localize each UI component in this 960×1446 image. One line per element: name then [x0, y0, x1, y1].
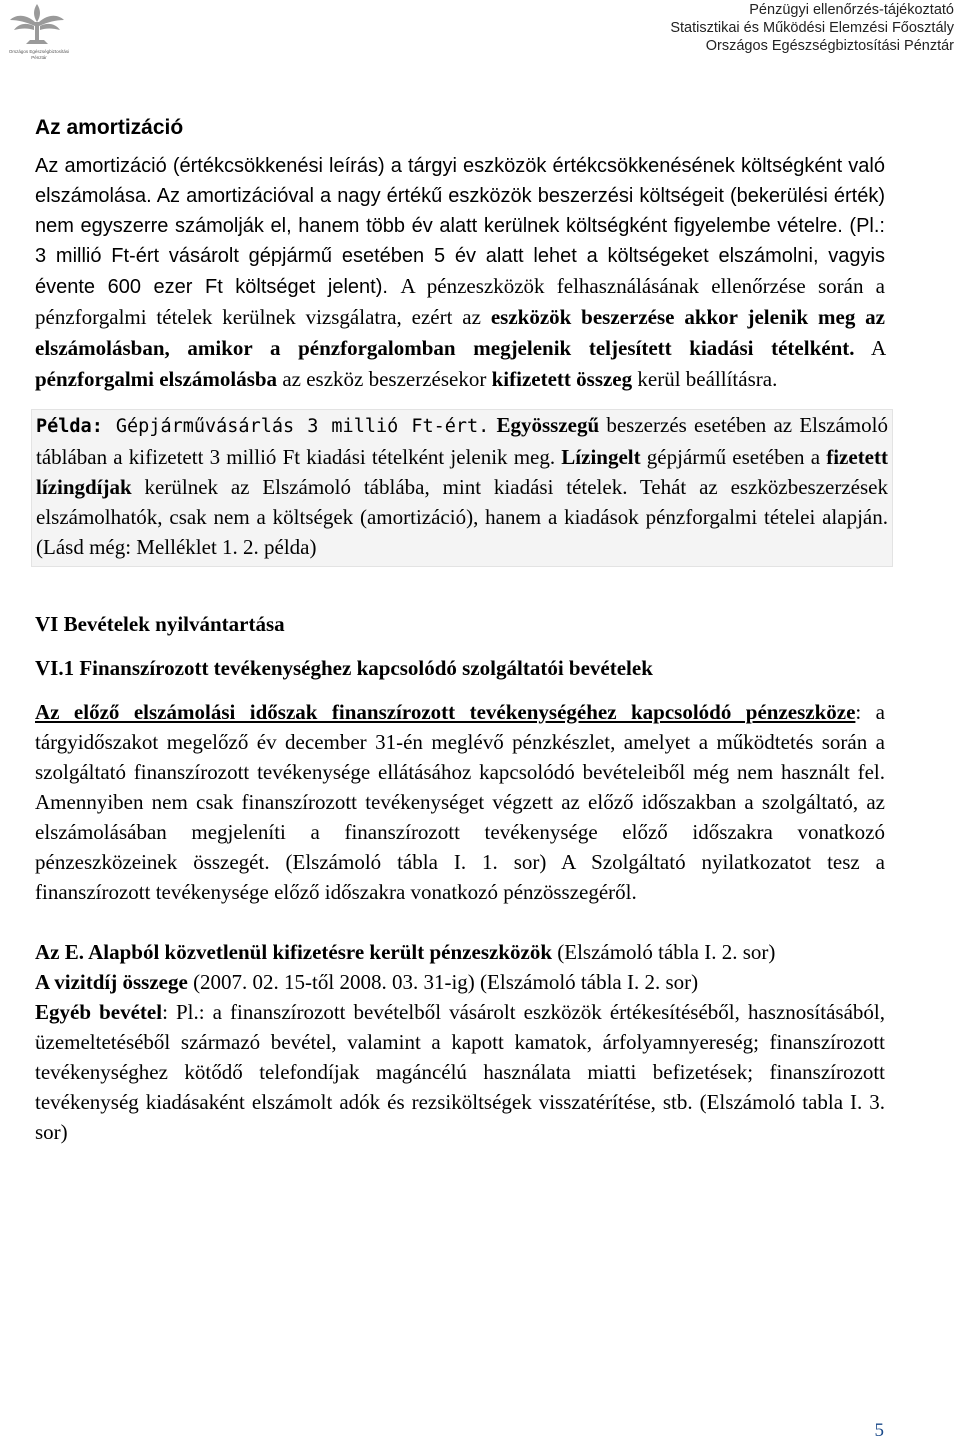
example-label: Példa: — [36, 416, 103, 437]
header-line-3: Országos Egészségbiztosítási Pénztár — [705, 38, 954, 54]
example-box — [31, 409, 893, 567]
example-paragraph — [36, 410, 888, 562]
text-p2-part2: A — [854, 336, 885, 360]
paragraph-egyeb-bevetel — [35, 997, 885, 1147]
text-previous-period-funds: : a tárgyidőszakot megelőző év december 31-én meglévő pénzkészlet, amelyet a működtetés során a szolgáltató finanszírozott tevékenysége ellátásához kapcsolódó bevételeiből még nem használt fel. Amennyiben nem csak finanszírozott tevékenységet végzett az előző időszakban a szolgáltató, az elszámolásában megjeleníti a finanszírozott tevékenysége előző időszakra vonatkozó pénzeszközeinek összegét. (Elszámoló tábla I. 1. sor) A Szolgáltató nyilatkozatot tesz a finanszírozott tevékenysége előző időszakra vonatkozó pénzösszegéről. — [35, 700, 885, 904]
text-p2-part4: kerül beállításra. — [632, 367, 778, 391]
section-title-amortizacio: Az amortizáció — [35, 116, 184, 139]
tree-emblem-icon — [2, 0, 72, 50]
example-bold-1: Egyösszegű — [489, 413, 600, 437]
example-text-1: beszerzés esetében az Elszámoló táblában a kifizetett 3 millió Ft kiadási tételként jelenik meg. — [36, 413, 888, 469]
subsection-title-vi-1: VI.1 Finanszírozott tevékenységhez kapcsolódó szolgáltatói bevételek — [35, 656, 653, 680]
text-p2-bold2: pénzforgalmi elszámolásba — [35, 367, 278, 391]
page-number: 5 — [874, 1420, 884, 1441]
example-text-2: gépjármű esetében a — [640, 445, 827, 469]
page-header — [670, 1, 954, 55]
text-p2-bold1: eszközök beszerzése akkor jelenik meg az elszámolásban, amikor a pénzforgalomban megjelenik teljesített kiadási tételként. — [35, 305, 885, 360]
text-previous-period-funds-heading: Az előző elszámolási időszak finanszírozott tevékenységéhez kapcsolódó pénzeszköze — [35, 700, 856, 724]
section-title-vi: VI Bevételek nyilvántartása — [35, 612, 285, 636]
example-bold-3: fizetett lízingdíjak — [36, 445, 888, 499]
text-egyeb-bevetel-bold: Egyéb bevétel — [35, 1000, 163, 1024]
text-p2-part3: az eszköz beszerzésekor — [277, 367, 492, 391]
text-vizitdij-bold: A vizitdíj összege — [35, 970, 188, 994]
text-e-alap-bold: Az E. Alapból közvetlenül kifizetésre került pénzeszközök — [35, 940, 552, 964]
example-text-3: kerülnek az Elszámoló táblába, mint kiadási tételek. Tehát az eszközbeszerzések elszámolhatók, csak nem a költségek (amortizáció), hanem a kiadások pénzforgalmi tételei alapján. (Lásd még: Melléklet 1. 2. példa) — [36, 475, 888, 559]
text-egyeb-bevetel-rest: : Pl.: a finanszírozott bevételből vásárolt eszközök értékesítéséből, hasznosításából, üzemeltetéséből származó bevétel, valamint a kapott kamatok, árfolyamnyereség; finanszírozott tevékenységhez kötődő telefondíjak magáncélú használata miatti befizetések; finanszírozott tevékenység kiadásaként elszámolt adók és rezsiköltségek visszatérítése, stb. (Elszámoló tabla I. 3. sor) — [35, 1000, 886, 1144]
example-bold-2: Lízingelt — [561, 445, 641, 469]
paragraph-previous-period-funds — [35, 697, 885, 907]
example-label-rest: Gépjárművásárlás 3 millió Ft-ért. — [102, 416, 490, 437]
document-body — [35, 113, 888, 1147]
paragraph-e-alap — [35, 937, 885, 967]
text-p2-part1: A pénzeszközök felhasználásának ellenőrzése során a pénzforgalmi tételek kerülnek vizsgálatra, ezért az — [35, 274, 886, 329]
oep-logo — [2, 0, 72, 68]
text-vizitdij-rest: (2007. 02. 15-től 2008. 03. 31-ig) (Elszámoló tábla I. 2. sor) — [187, 970, 699, 994]
text-p2-bold3: kifizetett összeg — [491, 367, 633, 391]
header-line-1: Pénzügyi ellenőrzés-tájékoztató — [749, 2, 954, 18]
text-e-alap-rest: (Elszámoló tábla I. 2. sor) — [552, 940, 776, 964]
paragraph-amortizacio-definition — [35, 151, 885, 395]
text-amortizacio-definition: Az amortizáció (értékcsökkenési leírás) a tárgyi eszközök értékcsökkenésének költségként való elszámolása. Az amortizációval a nagy értékű eszközök beszerzési költségeit (bekerülési érték) nem egyszerre számolják el, hanem több év alatt kerülnek költségként figyelembe vételre. (Pl.: 3 millió Ft-ért vásárolt gépjármű esetében 5 év alatt lehet a költségeket elszámolni, vagyis évente 600 ezer Ft költséget jelent). — [35, 155, 885, 298]
logo-caption: Országos Egészségbiztosítási Pénztár — [8, 49, 70, 60]
header-line-2: Statisztikai és Működési Elemzési Főosztály — [670, 20, 954, 36]
paragraph-vizitdij — [35, 967, 885, 997]
